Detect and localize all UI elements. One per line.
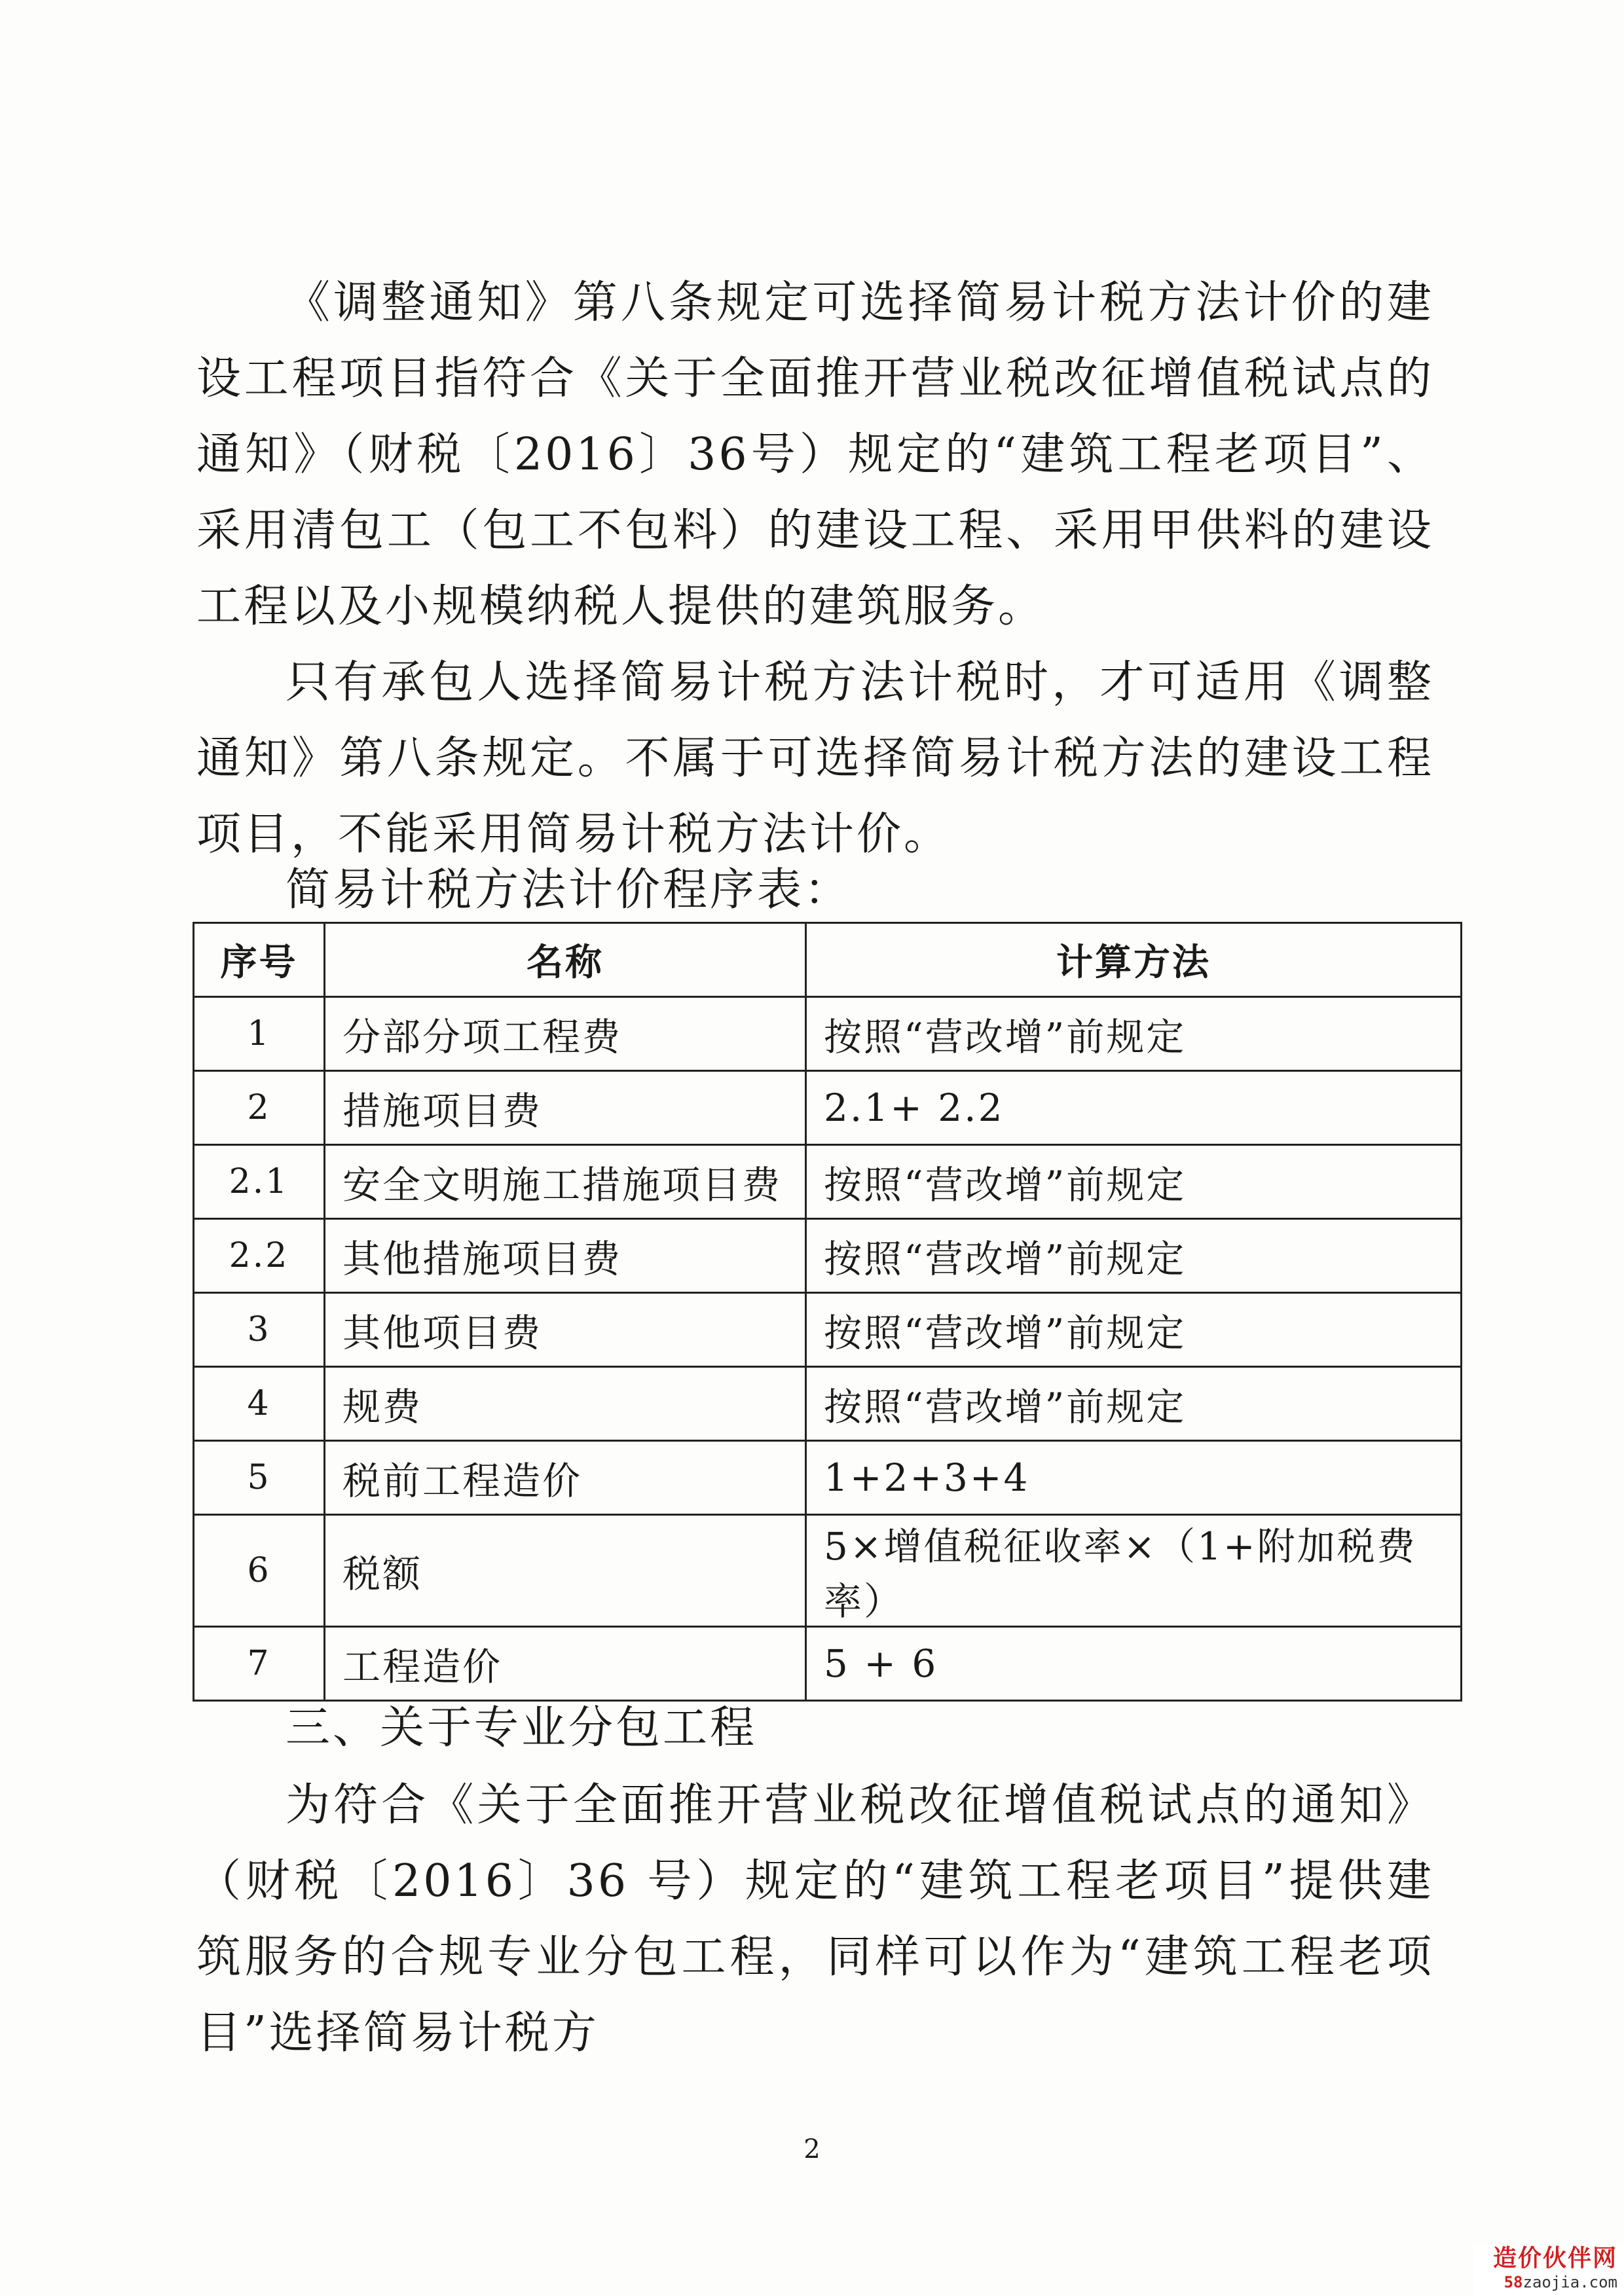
watermark-url-rest: zaojia.com — [1522, 2273, 1617, 2291]
table-row — [194, 1627, 1462, 1701]
table-row — [194, 1219, 1462, 1293]
paragraph-1: 《调整通知》第八条规定可选择简易计税方法计价的建设工程项目指符合《关于全面推开营业税改征增值税试点的通知》（财税〔2016〕36号）规定的“建筑工程老项目”、采用清包工（包工不包料）的建设工程、采用甲供料的建设工程以及小规模纳税人提供的建筑服务。 — [196, 277, 1434, 632]
row-method: 按照“营改增”前规定 — [806, 1219, 1462, 1293]
row-name: 其他项目费 — [325, 1293, 806, 1367]
row-name: 措施项目费 — [325, 1071, 806, 1145]
paragraph-3: 为符合《关于全面推开营业税改征增值税试点的通知》（财税〔2016〕36 号）规定的“建筑工程老项目”提供建筑服务的合规专业分包工程，同样可以作为“建筑工程老项目”选择简易计税方 — [196, 1779, 1434, 2059]
row-method: 5×增值税征收率×（1+附加税费率） — [806, 1515, 1462, 1627]
table-row — [194, 1071, 1462, 1145]
row-no: 7 — [194, 1627, 325, 1701]
row-name: 税额 — [325, 1515, 806, 1627]
watermark-url — [1473, 2272, 1617, 2292]
row-no: 2 — [194, 1071, 325, 1145]
paragraph-2: 只有承包人选择简易计税方法计税时，才可适用《调整通知》第八条规定。不属于可选择简易计税方法的建设工程项目，不能采用简易计税方法计价。 — [196, 657, 1434, 860]
row-name: 规费 — [325, 1367, 806, 1441]
table-caption: 简易计税方法计价程序表： — [286, 864, 852, 916]
table-row — [194, 1441, 1462, 1515]
table-row — [194, 997, 1462, 1071]
row-no: 2.1 — [194, 1145, 325, 1219]
table-row — [194, 1367, 1462, 1441]
row-no: 5 — [194, 1441, 325, 1515]
row-method: 2.1+ 2.2 — [806, 1071, 1462, 1145]
pricing-procedure-table — [193, 922, 1462, 1702]
row-method: 5 + 6 — [806, 1627, 1462, 1701]
site-watermark — [1473, 2245, 1624, 2296]
row-no: 2.2 — [194, 1219, 325, 1293]
header-name: 名称 — [325, 923, 806, 997]
row-method: 按照“营改增”前规定 — [806, 1367, 1462, 1441]
row-no: 6 — [194, 1515, 325, 1627]
table-header-row — [194, 923, 1462, 997]
row-no: 3 — [194, 1293, 325, 1367]
section-heading: 三、关于专业分包工程 — [286, 1702, 758, 1754]
table-row — [194, 1145, 1462, 1219]
row-method: 按照“营改增”前规定 — [806, 1293, 1462, 1367]
row-method: 按照“营改增”前规定 — [806, 997, 1462, 1071]
header-no: 序号 — [194, 923, 325, 997]
table-row — [194, 1293, 1462, 1367]
header-method: 计算方法 — [806, 923, 1462, 997]
row-name: 分部分项工程费 — [325, 997, 806, 1071]
watermark-url-prefix: 58 — [1504, 2273, 1523, 2291]
row-method: 按照“营改增”前规定 — [806, 1145, 1462, 1219]
row-no: 4 — [194, 1367, 325, 1441]
row-no: 1 — [194, 997, 325, 1071]
page-number: 2 — [803, 2134, 821, 2164]
row-name: 工程造价 — [325, 1627, 806, 1701]
table-row — [194, 1515, 1462, 1627]
watermark-name: 造价伙伴网 — [1492, 2245, 1617, 2272]
row-name: 其他措施项目费 — [325, 1219, 806, 1293]
row-method: 1+2+3+4 — [806, 1441, 1462, 1515]
row-name: 安全文明施工措施项目费 — [325, 1145, 806, 1219]
row-name: 税前工程造价 — [325, 1441, 806, 1515]
